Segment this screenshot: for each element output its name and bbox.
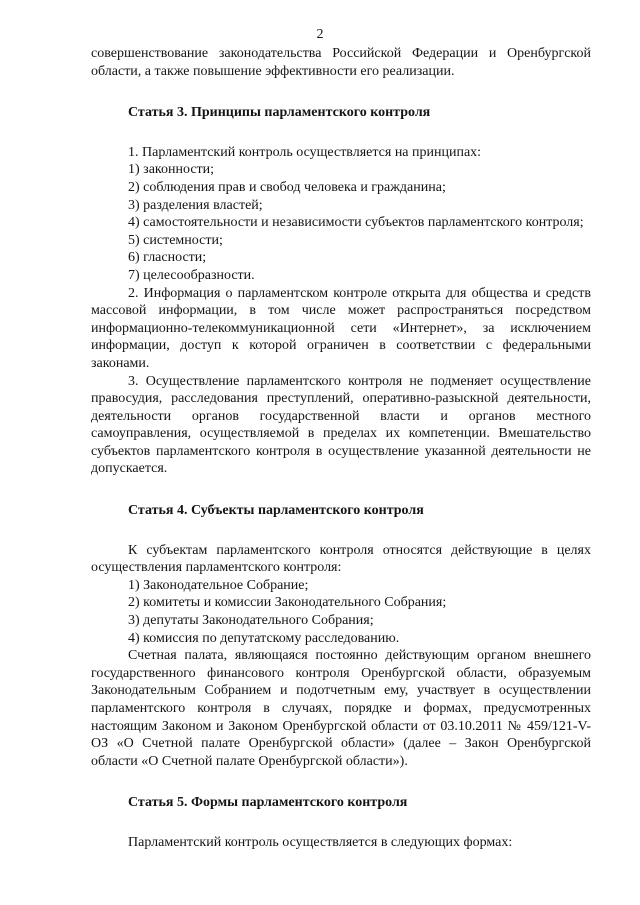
page-number: 2 <box>316 27 324 42</box>
article-3-paragraph-3: 3. Осуществление парламентского контроля не подменяет осуществление правосудия, расследования преступлений, оперативно-разыскной деятельности, деятельности органов государственной власти и органов местного самоуправления, осуществляемой в пределах их компетенции. Вмешательство субъектов парламентского контроля в осуществление указанной деятельности не допускается. <box>91 373 591 477</box>
article-3-paragraph-2: 2. Информация о парламентском контроле открыта для общества и средств массовой информации, в том числе может распространяться посредством информационно-телекоммуникационной сети «Интернет», за исключением информации, доступ к которой ограничен в соответствии с федеральными законами. <box>91 285 591 371</box>
article-5-heading: Статья 5. Формы парламентского контроля <box>128 795 408 811</box>
article-3-paragraph-1: 1. Парламентский контроль осуществляется на принципах: <box>128 144 482 160</box>
subject-item: 1) Законодательное Собрание; <box>128 577 309 593</box>
document-body <box>91 45 591 852</box>
intro-paragraph: совершенствование законодательства Российской Федерации и Оренбургской области, а также повышение эффективности его реализации. <box>91 46 591 79</box>
subject-item: 2) комитеты и комиссии Законодательного Собрания; <box>128 595 447 611</box>
article-3-heading: Статья 3. Принципы парламентского контроля <box>128 105 431 121</box>
principle-item: 6) гласности; <box>128 250 207 266</box>
principle-item: 7) целесообразности. <box>128 267 255 283</box>
principle-item: 5) системности; <box>128 232 223 248</box>
subject-item: 3) депутаты Законодательного Собрания; <box>128 613 374 629</box>
principle-item: 4) самостоятельности и независимости субъектов парламентского контроля; <box>128 215 584 231</box>
article-4-heading: Статья 4. Субъекты парламентского контроля <box>128 503 424 519</box>
principle-item: 1) законности; <box>128 162 215 178</box>
subject-item: 4) комиссия по депутатскому расследованию. <box>128 630 400 646</box>
article-5-paragraph-1: Парламентский контроль осуществляется в следующих формах: <box>128 834 513 850</box>
article-4-paragraph-1: К субъектам парламентского контроля относятся действующие в целях осуществления парламентского контроля: <box>91 542 591 576</box>
principle-item: 2) соблюдения прав и свобод человека и гражданина; <box>128 179 446 195</box>
principle-item: 3) разделения властей; <box>128 197 263 213</box>
article-4-paragraph-2: Счетная палата, являющаяся постоянно действующим органом внешнего государственного финансового контроля Оренбургской области, образуемым Законодательным Собранием и подотчетным ему, участвует в осуществлении парламентского контроля в случаях, порядке и формах, предусмотренных настоящим Законом и Законом Оренбургской области от 03.10.2011 № 459/121-V-ОЗ «О Счетной палате Оренбургской области» (далее – Закон Оренбургской области «О Счетной палате Оренбургской области»). <box>91 648 591 769</box>
